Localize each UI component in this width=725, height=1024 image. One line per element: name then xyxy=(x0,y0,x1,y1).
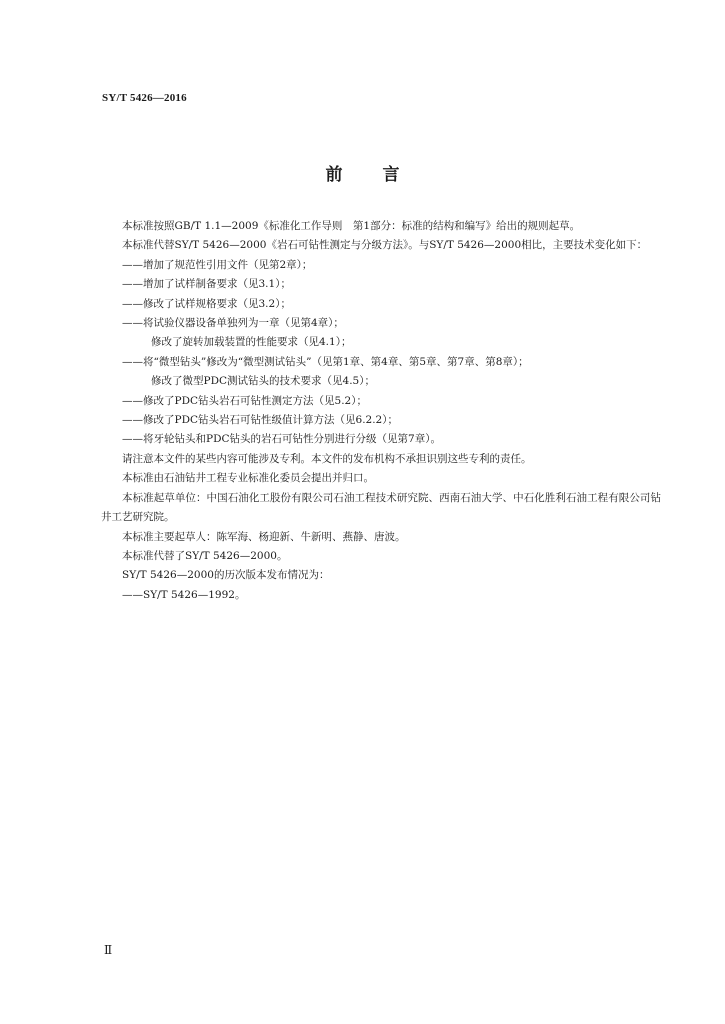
list-item: —— 修改了PDC钻头岩石可钻性测定方法（见5.2）； xyxy=(101,392,661,411)
list-item: —— 将试验仪器设备单独列为一章（见第4章）； xyxy=(101,314,661,333)
list-item: —— 增加了规范性引用文件（见第2章）； xyxy=(101,256,661,275)
paragraph: 本标准起草单位：中国石油化工股份有限公司石油工程技术研究院、西南石油大学、中石化胜利石油工程有限公司钻井工艺研究院。 xyxy=(101,491,661,524)
list-item: —— SY/T 5426—1992。 xyxy=(101,586,661,605)
standard-code: SY/T 5426—2016 xyxy=(102,92,187,104)
paragraph: 修改了微型PDC测试钻头的技术要求（见4.5）； xyxy=(151,375,375,388)
list-item: —— 增加了试样制备要求（见3.1）； xyxy=(101,275,661,294)
paragraph: 修改了旋转加载装置的性能要求（见4.1）； xyxy=(151,336,352,349)
title-char-1: 前 xyxy=(325,165,343,185)
paragraph: 本标准代替SY/T 5426—2000《岩石可钻性测定与分级方法》。与SY/T 5426—2000相比，主要技术变化如下： xyxy=(122,239,648,252)
paragraph: 本标准按照GB/T 1.1—2009《标准化工作导则 第1部分：标准的结构和编写》给出的规则起草。 xyxy=(122,220,581,232)
foreword-body xyxy=(101,217,661,605)
paragraph: 本标准主要起草人：陈军海、杨迎新、牛新明、燕静、唐波。 xyxy=(122,530,406,543)
paragraph: SY/T 5426—2000的历次版本发布情况为： xyxy=(122,569,330,582)
title-char-2: 言 xyxy=(382,165,400,185)
list-item: —— 修改了PDC钻头岩石可钻性级值计算方法（见6.2.2）； xyxy=(101,411,661,430)
list-item: —— 修改了试样规格要求（见3.2）； xyxy=(101,295,661,314)
list-item: —— 将牙轮钻头和PDC钻头的岩石可钻性分别进行分级（见第7章）。 xyxy=(101,430,661,449)
list-item: —— 将“微型钻头”修改为“微型测试钻头”（见第1章、第4章、第5章、第7章、第8章）； xyxy=(101,353,661,372)
paragraph: 请注意本文件的某些内容可能涉及专利。本文件的发布机构不承担识别这些专利的责任。 xyxy=(122,452,532,465)
page-title xyxy=(0,160,725,185)
paragraph: 本标准代替了SY/T 5426—2000。 xyxy=(122,549,288,562)
page-number: Ⅱ xyxy=(104,943,113,957)
paragraph: 本标准由石油钻井工程专业标准化委员会提出并归口。 xyxy=(122,472,374,485)
